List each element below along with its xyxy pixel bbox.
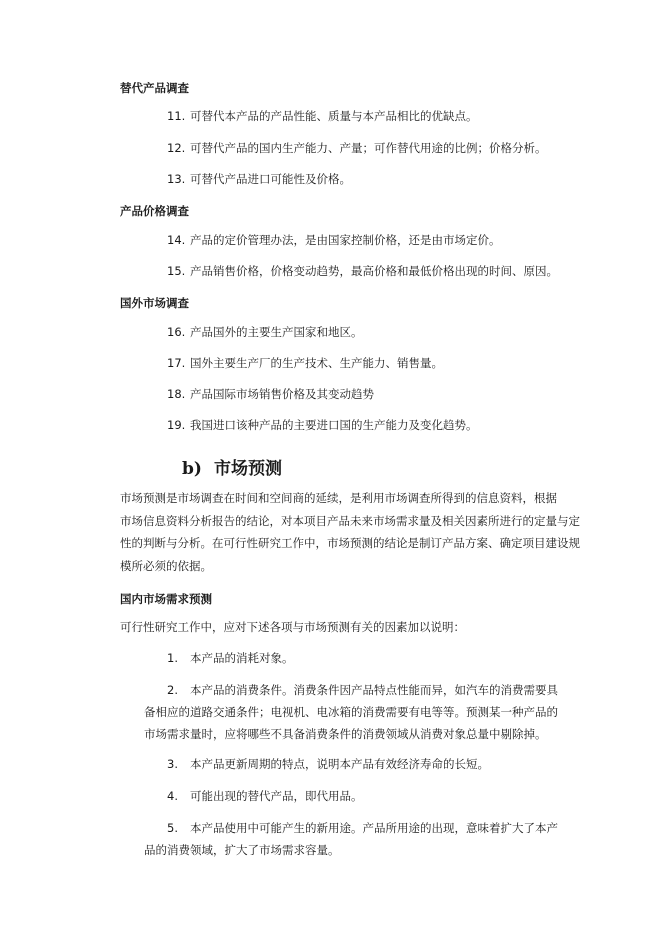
item-number: 12. (167, 141, 186, 155)
section-heading-substitute-products: 替代产品调查 (120, 81, 189, 95)
paragraph-line: 市场预测是市场调查在时间和空间商的延续，是利用市场调查所得到的信息资料，根据 (120, 491, 557, 505)
item-number: 13. (167, 172, 186, 186)
list-item (167, 108, 478, 124)
item-text: 本产品使用中可能产生的新用途。产品所用途的出现，意味着扩大了本产 (190, 821, 558, 835)
section-heading-domestic-demand: 国内市场需求预测 (120, 592, 212, 606)
list-item (167, 324, 363, 340)
item-text: 可替代本产品的产品性能、质量与本产品相比的优缺点。 (190, 109, 478, 123)
item-continuation: 备相应的道路交通条件；电视机、电冰箱的消费需要有电等等。预测某一种产品的 (144, 705, 558, 719)
list-item (167, 171, 351, 187)
paragraph-line: 市场信息资料分析报告的结论，对本项目产品未来市场需求量及相关因素所进行的定量与定 (120, 513, 580, 528)
paragraph-line: 性的判断与分析。在可行性研究工作中，市场预测的结论是制订产品方案、确定项目建设规 (120, 536, 580, 550)
list-item (167, 788, 363, 804)
list-item (167, 756, 489, 772)
item-text: 本产品的消费条件。消费条件因产品特点性能而异，如汽车的消费需要具 (190, 683, 558, 697)
list-item (167, 355, 443, 371)
list-item (167, 417, 478, 433)
item-number: 4. (167, 789, 178, 803)
subsection-title: 市场预测 (214, 459, 282, 479)
item-number: 1. (167, 651, 178, 665)
item-continuation: 市场需求量时，应将哪些不具备消费条件的消费领域从消费对象总量中剔除掉。 (144, 727, 547, 741)
list-item (167, 232, 501, 248)
item-number: 5. (167, 821, 178, 835)
list-item (167, 263, 558, 279)
subsection-heading (182, 454, 282, 479)
list-item (167, 650, 294, 666)
list-item (167, 682, 558, 698)
item-text: 可能出现的替代产品，即代用品。 (190, 789, 363, 803)
item-text: 本产品更新周期的特点，说明本产品有效经济寿命的长短。 (190, 757, 489, 771)
list-item (167, 386, 374, 402)
subsection-label: b) (182, 459, 202, 479)
item-text: 产品国际市场销售价格及其变动趋势 (190, 387, 374, 401)
item-number: 11. (167, 109, 186, 123)
item-text: 本产品的消耗对象。 (190, 651, 294, 665)
paragraph-market-forecast (120, 487, 580, 577)
item-number: 14. (167, 233, 186, 247)
item-text: 我国进口该种产品的主要进口国的生产能力及变化趋势。 (190, 418, 478, 432)
item-text: 国外主要生产厂的生产技术、生产能力、销售量。 (190, 356, 443, 370)
item-text: 可替代产品进口可能性及价格。 (190, 172, 351, 186)
list-item (167, 140, 547, 156)
intro-text: 可行性研究工作中，应对下述各项与市场预测有关的因素加以说明： (120, 620, 465, 634)
item-text: 产品国外的主要生产国家和地区。 (190, 325, 363, 339)
item-continuation: 品的消费领域，扩大了市场需求容量。 (144, 843, 340, 857)
section-heading-foreign-market: 国外市场调查 (120, 296, 189, 310)
section-heading-price-survey: 产品价格调查 (120, 204, 189, 218)
item-number: 15. (167, 264, 186, 278)
item-number: 18. (167, 387, 186, 401)
item-number: 16. (167, 325, 186, 339)
item-number: 2. (167, 683, 178, 697)
item-number: 19. (167, 418, 186, 432)
item-number: 17. (167, 356, 186, 370)
item-number: 3. (167, 757, 178, 771)
paragraph-line: 模所必须的依据。 (120, 558, 212, 573)
item-text: 产品的定价管理办法，是由国家控制价格，还是由市场定价。 (190, 233, 501, 247)
item-text: 可替代产品的国内生产能力、产量；可作替代用途的比例；价格分析。 (190, 141, 547, 155)
item-text: 产品销售价格，价格变动趋势，最高价格和最低价格出现的时间、原因。 (190, 264, 558, 278)
list-item (167, 820, 558, 836)
